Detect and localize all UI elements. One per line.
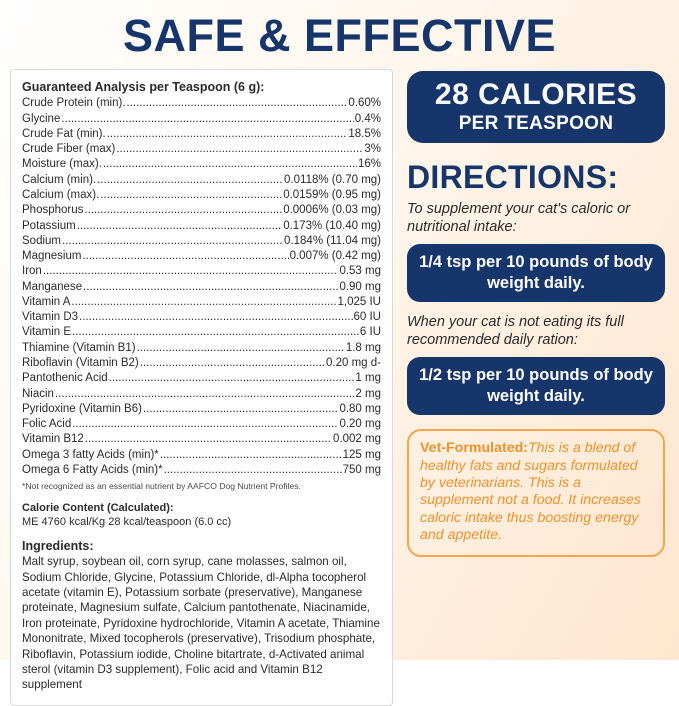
ga-dot-leader [79,310,352,325]
ga-nutrient-value: 0.0159% (0.95 mg) [283,188,381,201]
ga-nutrient-name: Pantothenic Acid [22,372,108,385]
ga-dot-leader [82,249,288,264]
ga-nutrient-value: 750 mg [342,464,381,476]
ga-dot-leader [83,280,338,295]
ga-nutrient-name: Potassium [22,219,76,232]
ga-dot-leader [107,127,348,142]
ga-nutrient-name: Calcium (max). [22,188,100,201]
ingredients-title: Ingredients: [22,539,94,554]
ga-nutrient-name: Omega 6 Fatty Acids (min)* [22,464,163,476]
ga-nutrient-name: Calcium (min). [22,173,97,186]
guaranteed-analysis-list [22,96,381,478]
ga-dot-leader [160,448,342,463]
ga-dot-leader [55,387,354,402]
ga-row [22,341,381,356]
directions-panel [407,69,665,557]
ga-row [22,310,381,325]
ga-row [22,280,381,295]
ga-row [22,387,381,402]
calorie-badge-headline: 28 CALORIES [434,78,638,112]
ga-nutrient-value: 60 IU [353,311,381,324]
ga-row [22,264,381,279]
ga-row [22,142,381,157]
calorie-badge-subline: PER TEASPOON [458,113,614,135]
ga-nutrient-name: Crude Fiber (max) [22,143,116,156]
ga-row [22,325,381,340]
ga-dot-leader [100,188,282,203]
ga-dot-leader [43,264,339,279]
ga-row [22,249,381,264]
ga-nutrient-value: 0.007% (0.42 mg) [289,250,381,263]
ga-row [22,219,381,234]
ga-dot-leader [61,112,353,127]
content-columns [10,69,669,706]
ga-nutrient-name: Crude Protein (min). [22,97,126,110]
ga-nutrient-value: 2 mg [355,387,381,400]
vet-formulated-label: Vet-Formulated: [420,440,528,457]
ga-dot-leader [127,96,348,111]
ga-row [22,188,381,203]
guaranteed-analysis-title: Guaranteed Analysis per Teaspoon (6 g): [22,80,265,95]
ga-nutrient-name: Folic Acid [22,418,72,431]
calorie-content-block [22,501,381,530]
ingredients-text: Malt syrup, soybean oil, corn syrup, cane molasses, salmon oil, Sodium Chloride, Glycine, Potassium Chloride, dl-Alpha tocopherol acetate (vitamin E), Potassium sorbate (preservative), Manganese proteinate, Magnesium sulfate, Calcium pantothenate, Niacinamide, Iron proteinate, Pyridoxine hydrochloride, Vitamin A acetate, Thiamine Mononitrate, Mixed tocopherols (preservative), Trisodium phosphate, Riboflavin, Potassium iodide, Choline bitartrate, d-Activated animal sterol (vitamin D3 supplement), Folic acid and Vitamin B12 supplement [22,555,380,692]
ga-dot-leader [84,203,282,218]
ga-nutrient-name: Iron [22,265,42,278]
ga-nutrient-value: 0.002 mg [333,433,381,446]
ga-nutrient-value: 0.184% (11.04 mg) [284,234,381,247]
ga-row [22,356,381,371]
directions-note-2: When your cat is not eating its full recommended daily ration: [407,314,624,348]
directions-note-1: To supplement your cat's caloric or nutritional intake: [407,201,631,235]
calorie-content-label: Calorie Content (Calculated): [22,501,174,514]
vet-formulated-text: This is a blend of healthy fats and sugars formulated by veterinarians. This is a supplement not a food. It increases caloric intake thus boosting energy and appetite. [420,440,641,543]
ga-dot-leader [143,402,338,417]
ga-nutrient-name: Pyridoxine (Vitamin B6) [22,402,142,415]
ga-nutrient-name: Thiamine (Vitamin B1) [22,341,136,354]
ga-row [22,96,381,111]
ga-dot-leader [72,417,338,432]
vet-formulated-box [407,429,665,557]
ga-row [22,463,381,478]
ga-nutrient-name: Niacin [22,387,54,400]
ga-nutrient-name: Vitamin B12 [22,433,84,446]
ga-dot-leader [77,219,283,234]
ga-dot-leader [103,157,357,172]
ga-nutrient-name: Crude Fat (min). [22,127,106,140]
ga-nutrient-value: 0.0118% (0.70 mg) [284,173,381,186]
ga-dot-leader [116,142,363,157]
ga-dot-leader [137,341,345,356]
ga-nutrient-value: 0.4% [354,112,381,125]
calorie-badge [407,71,665,143]
ga-nutrient-value: 16% [357,158,381,171]
ga-row [22,127,381,142]
nutrition-panel [10,69,393,706]
ga-nutrient-value: 0.60% [348,97,381,110]
ga-nutrient-name: Glycine [22,112,61,125]
ga-nutrient-value: 0.173% (10.40 mg) [283,219,381,232]
ga-dot-leader [71,295,336,310]
ga-dot-leader [85,432,332,447]
ga-nutrient-value: 0.53 mg [339,265,381,278]
ga-row [22,203,381,218]
aafco-footnote: *Not recognized as an essential nutrient by AAFCO Dog Nutrient Profiles. [22,481,301,492]
ga-dot-leader [62,234,283,249]
ga-row [22,371,381,386]
ga-dot-leader [109,371,355,386]
ga-nutrient-name: Sodium [22,234,61,247]
ga-row [22,157,381,172]
ga-nutrient-value: 0.80 mg [339,402,381,415]
ga-row [22,432,381,447]
ga-nutrient-value: 18.5% [348,127,381,140]
ga-dot-leader [97,173,283,188]
page-title: SAFE & EFFECTIVE [122,10,557,61]
ga-dot-leader [164,463,342,478]
ga-dot-leader [140,356,325,371]
ga-nutrient-value: 6 IU [359,326,381,339]
ga-nutrient-name: Omega 3 fatty Acids (min)* [22,448,159,461]
ga-nutrient-value: 3% [364,143,381,156]
ga-nutrient-value: 0.20 mg [339,418,381,431]
ga-nutrient-value: 0.0006% (0.03 mg) [283,204,381,217]
ga-row [22,448,381,463]
ga-nutrient-name: Riboflavin (Vitamin B2) [22,357,139,370]
ga-nutrient-value: 0.20 mg d- [326,357,381,370]
ga-nutrient-name: Vitamin A [22,295,71,308]
ga-nutrient-value: 1 mg [355,372,381,385]
ga-row [22,295,381,310]
ga-nutrient-name: Vitamin E [22,326,72,339]
ga-nutrient-name: Manganese [22,280,83,293]
ga-nutrient-value: 0.90 mg [339,280,381,293]
ga-nutrient-value: 1,025 IU [337,295,381,308]
ga-row [22,234,381,249]
ga-nutrient-name: Phosphorus [22,204,84,217]
ga-row [22,112,381,127]
ga-row [22,402,381,417]
ga-nutrient-value: 1.8 mg [345,341,381,354]
dosage-pill-half-tsp: 1/2 tsp per 10 pounds of body weight daily. [407,357,665,415]
ga-dot-leader [72,325,359,340]
calorie-content-value: ME 4760 kcal/Kg 28 kcal/teaspoon (6.0 cc) [22,515,232,528]
ga-row [22,417,381,432]
ga-row [22,173,381,188]
ga-nutrient-name: Moisture (max). [22,158,102,171]
ga-nutrient-name: Magnesium [22,250,82,263]
directions-title: DIRECTIONS: [407,159,619,196]
ga-nutrient-name: Vitamin D3 [22,311,79,324]
dosage-pill-quarter-tsp: 1/4 tsp per 10 pounds of body weight daily. [407,244,665,302]
ga-nutrient-value: 125 mg [342,448,381,461]
